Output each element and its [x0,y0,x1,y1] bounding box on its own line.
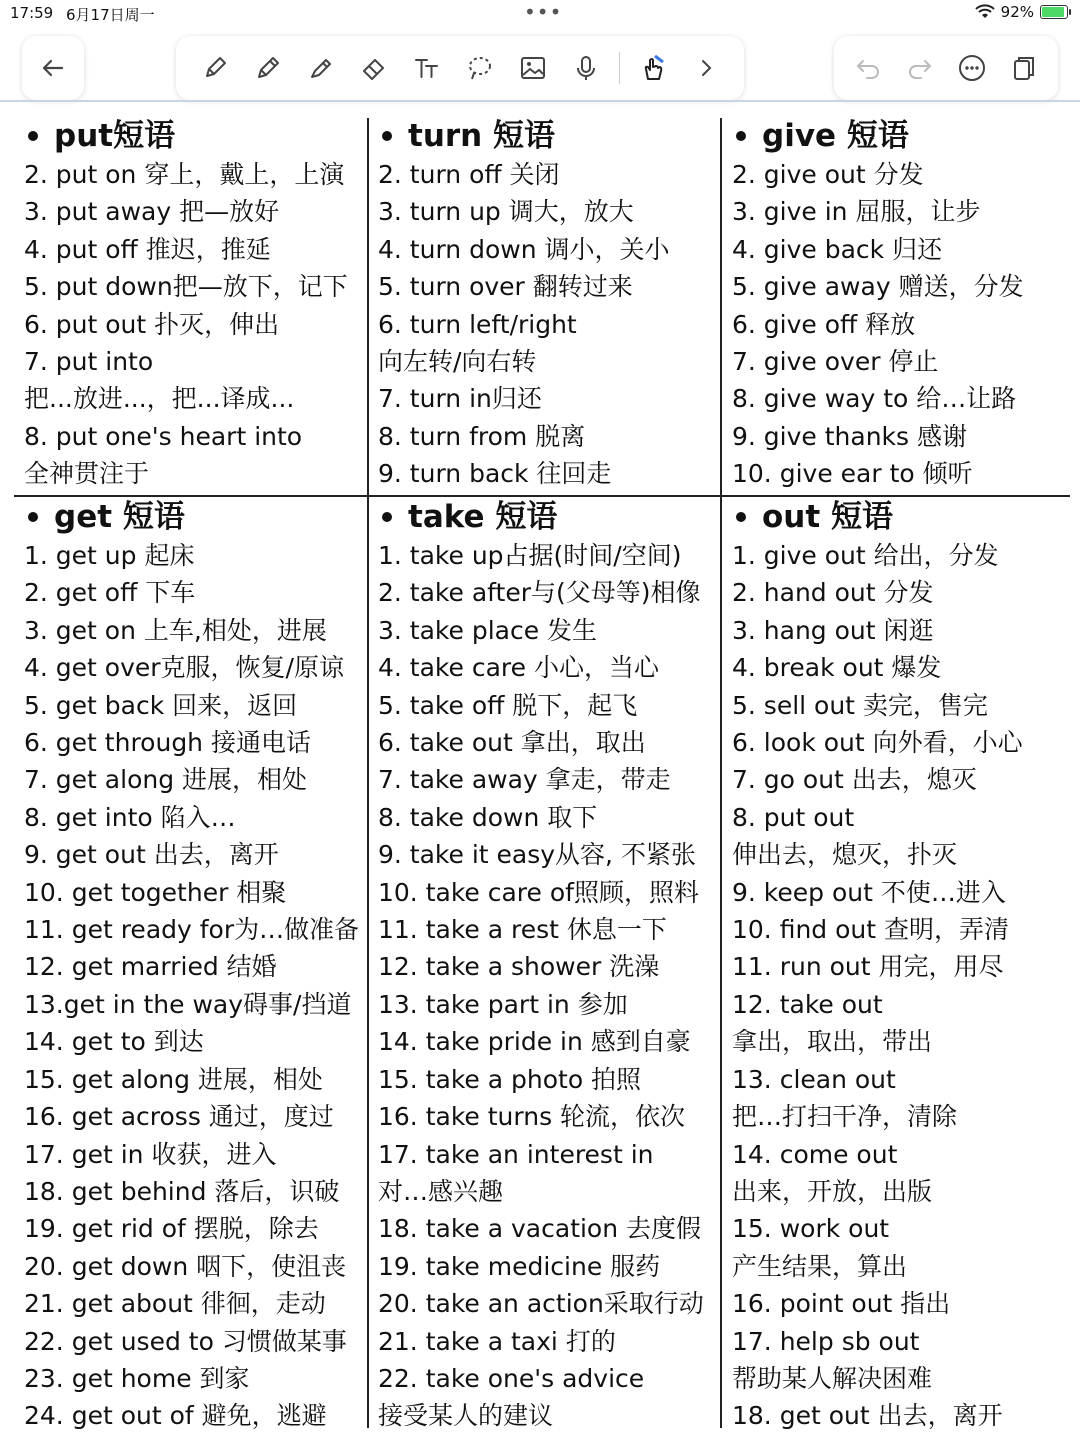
column-divider-2 [720,118,722,1428]
phrase-list [732,537,1023,1435]
phrase-item: 15. take a photo 拍照 [378,1064,642,1094]
phrase-item: 6. turn left/right [378,309,577,339]
phrase-item: 13. clean out [732,1064,896,1094]
phrase-item: 10. find out 查明，弄清 [732,915,1010,945]
phrase-item: 3. get on 上车,相处，进展 [24,615,327,645]
phrase-item: 17. help sb out [732,1326,920,1356]
phrase-item: 2. turn off 关闭 [378,160,560,189]
back-pill [22,36,84,100]
bullet-icon [28,131,38,141]
phrase-list [24,537,359,1435]
phrase-item: 8. put one's heart into [24,421,303,451]
section-give [732,116,1024,493]
phrase-item: 7. give over 停止 [732,347,939,377]
phrase-item: 10. get together 相聚 [24,877,287,907]
section-out [732,497,1023,1435]
section-heading: take 短语 [378,497,704,537]
phrase-item: 2. take after与(父母等)相像 [378,578,701,608]
phrase-item: 4. get over克服，恢复/原谅 [24,653,344,683]
phrase-item: 23. get home 到家 [24,1363,250,1393]
section-heading: give 短语 [732,116,1024,156]
action-buttons [834,36,1058,100]
status-right [975,3,1068,21]
phrase-item: 2. get off 下车 [24,578,196,608]
section-heading: out 短语 [732,497,1023,537]
phrase-item: 9. get out 出去，离开 [24,840,279,870]
multitasking-dots[interactable]: ••• [524,0,563,24]
phrase-item: 3. take place 发生 [378,615,598,645]
phrase-item: 7. put into [24,347,154,377]
battery-icon [1040,5,1068,19]
section-put [24,116,348,493]
phrase-item: 3. hang out 闲逛 [732,615,934,645]
phrase-item: 14. come out [732,1139,898,1169]
phrase-item: 18. get behind 落后，识破 [24,1176,340,1206]
phrase-item: 4. give back 归还 [732,234,943,264]
phrase-item: 6. put out 扑灭，伸出 [24,309,280,339]
phrase-item: 17. take an interest in [378,1139,654,1169]
phrase-item: 11. run out 用完，用尽 [732,952,1004,982]
phrase-item: 5. take off 脱下，起飞 [378,690,638,720]
phrase-item: 20. get down 咽下，使沮丧 [24,1251,347,1281]
chevron-right-icon[interactable] [686,48,726,88]
wifi-icon [975,4,995,20]
phrase-item: 1. take up占据(时间/空间) [378,541,682,570]
phrase-item: 把...放进...，把...译成... [24,384,295,414]
phrase-item: 向左转/向右转 [378,347,537,377]
phrase-item: 8. take down 取下 [378,802,598,832]
phrase-item: 9. take it easy从容, 不紧张 [378,840,696,870]
pen-icon[interactable] [195,48,235,88]
toolbar [0,36,1080,102]
mic-icon[interactable] [566,48,606,88]
back-arrow-icon[interactable] [33,48,73,88]
battery-percent: 92% [1000,3,1034,21]
phrase-item: 18. take a vacation 去度假 [378,1214,702,1244]
column-divider-1 [367,118,369,1428]
phrase-item: 5. give away 赠送，分发 [732,272,1024,302]
phrase-item: 5. put down把—放下，记下 [24,272,348,302]
section-heading: get 短语 [24,497,359,537]
phrase-item: 11. take a rest 休息一下 [378,915,667,945]
phrase-item: 16. get across 通过，度过 [24,1102,334,1132]
phrase-item: 4. take care 小心，当心 [378,653,659,683]
bullet-icon [382,512,392,522]
phrase-item: 10. take care of照顾，照料 [378,877,699,907]
phrase-item: 7. turn in归还 [378,384,542,414]
phrase-item: 21. get about 徘徊，走动 [24,1289,326,1319]
phrase-item: 6. take out 拿出，取出 [378,728,646,758]
phrase-item: 拿出，取出，带出 [732,1027,933,1057]
status-time: 17:59 [10,4,54,22]
phrase-item: 9. keep out 不使…进入 [732,877,1006,907]
phrase-item: 8. turn from 脱离 [378,421,586,451]
phrase-item: 帮助某人解决困难 [732,1363,933,1393]
phrase-item: 8. get into 陷入… [24,802,236,832]
phrase-item: 7. get along 进展，相处 [24,765,308,795]
section-heading: put短语 [24,116,348,156]
phrase-item: 把…打扫干净，清除 [732,1102,958,1132]
phrase-item: 13.get in the way碍事/挡道 [24,989,352,1019]
bullet-icon [28,512,38,522]
battery-fill [1042,7,1064,17]
phrase-item: 6. get through 接通电话 [24,728,311,758]
phrase-item: 7. take away 拿走，带走 [378,765,671,795]
phrase-item: 9. give thanks 感谢 [732,421,967,451]
phrase-item: 接受某人的建议 [378,1401,554,1431]
pencil-icon[interactable] [248,48,288,88]
phrase-item: 11. get ready for为…做准备 [24,915,360,945]
phrase-item: 16. take turns 轮流，依次 [378,1102,686,1132]
image-icon[interactable] [513,48,553,88]
phrase-item: 7. go out 出去，熄灭 [732,765,977,795]
phrase-item: 对…感兴趣 [378,1176,504,1206]
eraser-icon[interactable] [354,48,394,88]
section-heading: turn 短语 [378,116,669,156]
section-take [378,497,704,1435]
phrase-item: 13. take part in 参加 [378,989,628,1019]
more-icon[interactable] [952,48,992,88]
toolbar-divider [0,100,1080,102]
phrase-item: 全神贯注于 [24,459,150,489]
text-icon[interactable] [407,48,447,88]
phrase-list [378,156,669,493]
section-get [24,497,359,1435]
phrase-item: 3. put away 把—放好 [24,197,280,227]
phrase-item: 9. turn back 往回走 [378,459,612,489]
phrase-item: 20. take an action采取行动 [378,1289,704,1319]
phrase-item: 5. sell out 卖完，售完 [732,690,988,720]
phrase-item: 14. take pride in 感到自豪 [378,1027,691,1057]
finger-draw-icon[interactable] [633,48,673,88]
phrase-list [378,537,704,1435]
phrase-item: 6. give off 释放 [732,309,916,339]
phrase-item: 19. take medicine 服药 [378,1251,661,1281]
phrase-item: 2. hand out 分发 [732,578,934,608]
phrase-item: 21. take a taxi 打的 [378,1326,616,1356]
phrase-item: 12. take a shower 洗澡 [378,952,660,982]
phrase-item: 5. turn over 翻转过来 [378,272,633,302]
phrase-item: 4. break out 爆发 [732,653,942,683]
phrase-item: 12. get married 结婚 [24,952,277,982]
phrase-item: 4. turn down 调小，关小 [378,234,670,264]
phrase-item: 4. put off 推迟，推延 [24,234,271,264]
bullet-icon [736,512,746,522]
phrase-item: 3. turn up 调大，放大 [378,197,634,227]
phrase-item: 16. point out 指出 [732,1289,951,1319]
pages-icon[interactable] [1004,48,1044,88]
phrase-item: 22. take one's advice [378,1363,645,1393]
phrase-item: 15. get along 进展，相处 [24,1064,323,1094]
phrase-item: 17. get in 收获，进入 [24,1139,277,1169]
drawing-tools [176,36,744,100]
phrase-item: 8. give way to 给…让路 [732,384,1017,414]
phrase-item: 1. give out 给出，分发 [732,541,999,570]
phrase-item: 18. get out 出去，离开 [732,1401,1003,1431]
phrase-list [24,156,348,493]
phrase-item: 3. give in 屈服，让步 [732,197,981,227]
phrase-item: 出来，开放，出版 [732,1176,933,1206]
phrase-item: 伸出去，熄灭，扑灭 [732,840,958,870]
phrase-item: 2. give out 分发 [732,160,924,189]
bullet-icon [382,131,392,141]
phrase-item: 19. get rid of 摆脱，除去 [24,1214,319,1244]
phrase-item: 1. get up 起床 [24,541,195,570]
undo-icon[interactable] [848,48,888,88]
toolbar-separator [619,52,620,84]
highlighter-icon[interactable] [301,48,341,88]
phrase-item: 12. take out [732,989,883,1019]
phrase-item: 10. give ear to 倾听 [732,459,973,489]
status-date: 6月17日周一 [66,6,155,24]
bullet-icon [736,131,746,141]
lasso-icon[interactable] [460,48,500,88]
phrase-item: 产生结果，算出 [732,1251,908,1281]
phrase-list [732,156,1024,493]
phrase-item: 6. look out 向外看，小心 [732,728,1023,758]
phrase-item: 14. get to 到达 [24,1027,204,1057]
phrase-item: 24. get out of 避免，逃避 [24,1401,327,1431]
phrase-item: 8. put out [732,802,855,832]
section-turn [378,116,669,493]
phrase-item: 15. work out [732,1214,890,1244]
phrase-item: 22. get used to 习惯做某事 [24,1326,347,1356]
phrase-item: 5. get back 回来，返回 [24,690,298,720]
status-bar [0,0,1080,28]
phrase-item: 2. put on 穿上，戴上，上演 [24,160,345,189]
redo-icon[interactable] [900,48,940,88]
